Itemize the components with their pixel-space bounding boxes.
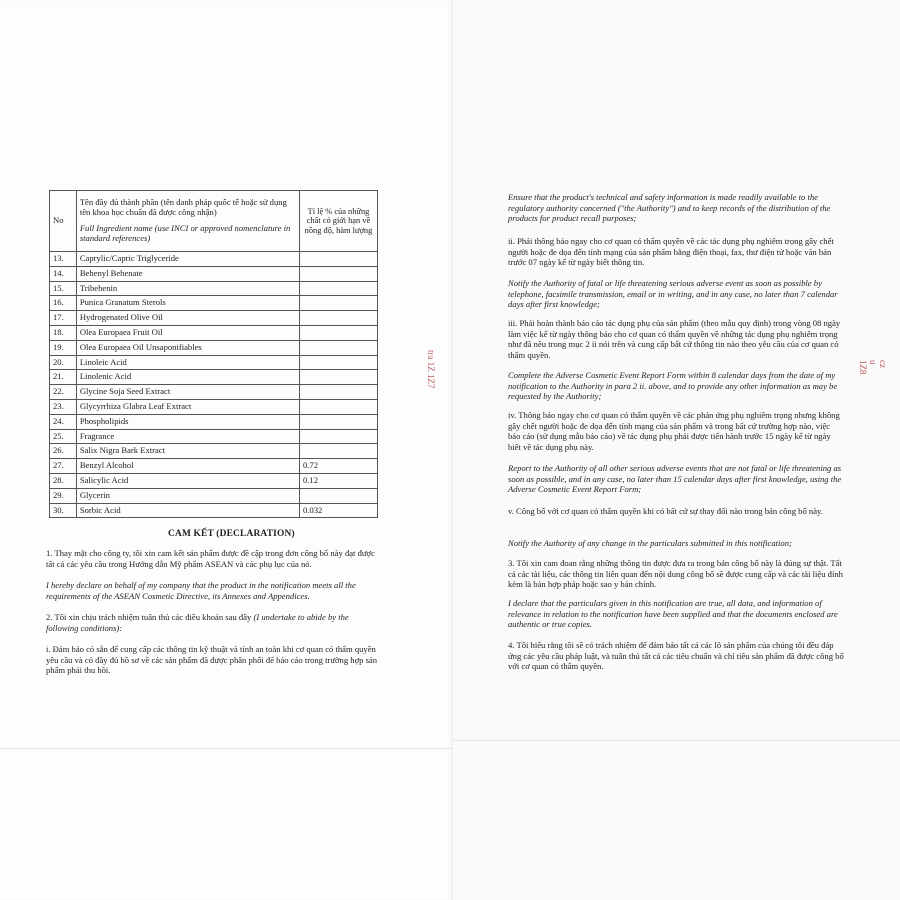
row-percent (299, 266, 377, 281)
row-number: 24. (50, 414, 77, 429)
declaration-p2-en: (I undertake to abide by the following conditions): (46, 612, 349, 633)
row-ingredient-name: Phospholipids (76, 414, 299, 429)
declaration-p1-en: I hereby declare on behalf of my company that the product in the notification meets all the requirements of the ASEAN Cosmetic Directive, its Annexes and Appendices. (46, 580, 356, 601)
row-number: 30. (50, 503, 77, 518)
row-ingredient-name: Olea Europaea Fruit Oil (76, 325, 299, 340)
declaration-p3-vi: i. Đảm bảo có sẵn để cung cấp các thông tin kỹ thuật và tính an toàn khi cơ quan có thẩm quyền yêu cầu và có đầy đủ hồ sơ về các sản phẩm đã được phân phối để báo cáo trong trường hợp sản phẩm phải thu hồi. (46, 644, 378, 676)
row-number: 14. (50, 266, 77, 281)
table-row (50, 355, 378, 370)
row-number: 22. (50, 385, 77, 400)
declaration-p2 (46, 612, 382, 633)
row-ingredient-name: Glycine Soja Seed Extract (76, 385, 299, 400)
row-percent (299, 296, 377, 311)
row-percent (299, 311, 377, 326)
row-percent (299, 385, 377, 400)
row-ingredient-name: Salicylic Acid (76, 473, 299, 488)
table-row (50, 429, 378, 444)
row-percent (299, 281, 377, 296)
table-row (50, 488, 378, 503)
row-ingredient-name: Glycerin (76, 488, 299, 503)
row-ingredient-name: Behenyl Behenate (76, 266, 299, 281)
row-ingredient-name: Fragrance (76, 429, 299, 444)
table-row (50, 459, 378, 474)
row-number: 25. (50, 429, 77, 444)
right-r7-vi: 4. Tôi hiểu rằng tôi sẽ có trách nhiệm để đảm bảo tất cả các lô sản phẩm của chúng tôi đều đáp ứng các yêu cầu pháp luật, và tuân thủ tất cả các tiêu chuẩn và chỉ tiêu sản phẩm đã được công bố với cơ quan có thẩm quyền. (508, 640, 844, 672)
row-number: 18. (50, 325, 77, 340)
row-percent (299, 444, 377, 459)
table-row (50, 370, 378, 385)
right-r4-en: Report to the Authority of all other serious adverse events that are not fatal or life threatening as soon as possible, and in any case, no later than 15 calendar days after first knowledge, using the Adverse Cosmetic Event Report Form; (508, 463, 842, 495)
table-row (50, 296, 378, 311)
left-page-edge (0, 748, 452, 749)
row-number: 28. (50, 473, 77, 488)
row-ingredient-name: Salix Nigra Bark Extract (76, 444, 299, 459)
margin-mark-right: cz u 1Z8 (858, 360, 888, 375)
table-row (50, 473, 378, 488)
table-row (50, 325, 378, 340)
row-percent (299, 355, 377, 370)
table-row (50, 503, 378, 518)
table-row (50, 385, 378, 400)
right-r1-en: Ensure that the product's technical and safety information is made readily available to the regulatory authority concerned ("the Authority") and to keep records of the distribution of the products for product recall purposes; (508, 192, 831, 224)
declaration-p2-vi: 2. Tôi xin chịu trách nhiệm tuân thủ các điều khoản sau đây (46, 612, 252, 622)
table-header-row (50, 191, 378, 252)
header-name-en: Full Ingredient name (use INCI or approved nomenclature in standard references) (79, 223, 291, 243)
row-percent: 0.12 (299, 473, 377, 488)
row-number: 23. (50, 399, 77, 414)
table-row (50, 444, 378, 459)
table-row (50, 252, 378, 267)
row-percent (299, 325, 377, 340)
row-percent (299, 429, 377, 444)
header-no: No (50, 191, 77, 252)
row-ingredient-name: Tribehenin (76, 281, 299, 296)
right-r2-vi: ii. Phải thông báo ngay cho cơ quan có thẩm quyền về các tác dụng phụ nghiêm trọng gây chết người hoặc đe dọa đến tính mạng của sản phẩm bằng điện thoại, fax, thư điện tử hoặc văn bản trước 07 ngày kể từ ngày biết thông tin. (508, 236, 834, 268)
table-row (50, 399, 378, 414)
row-number: 21. (50, 370, 77, 385)
page-fold (452, 0, 453, 900)
header-ingredient-name (76, 191, 299, 252)
row-percent (299, 370, 377, 385)
header-name-vi: Tên đầy đủ thành phần (tên danh pháp quốc tế hoặc sử dụng tên khoa học chuẩn đã được công nhận) (79, 197, 287, 218)
right-r3-vi: iii. Phải hoàn thành báo cáo tác dụng phụ của sản phẩm (theo mẫu quy định) trong vòng 08 ngày làm việc kể từ ngày thông báo cho cơ quan có thẩm quyền về những tác dụng phụ nghiêm trọng như đã nêu trong mục 2 ii nói trên và cung cấp bất cứ thông tin nào theo yêu cầu của cơ quan có thẩm quyền. (508, 318, 841, 360)
row-ingredient-name: Glycyrrhiza Glabra Leaf Extract (76, 399, 299, 414)
table-row (50, 266, 378, 281)
header-percent (299, 191, 377, 252)
row-number: 17. (50, 311, 77, 326)
table-row (50, 311, 378, 326)
table-row (50, 340, 378, 355)
row-number: 13. (50, 252, 77, 267)
row-number: 29. (50, 488, 77, 503)
ingredient-table (49, 190, 378, 518)
row-number: 15. (50, 281, 77, 296)
row-number: 20. (50, 355, 77, 370)
row-percent: 0.032 (299, 503, 377, 518)
row-ingredient-name: Olea Europaea Oil Unsaponifiables (76, 340, 299, 355)
right-r5-vi: v. Công bố với cơ quan có thẩm quyền khi có bất cứ sự thay đổi nào trong bản công bố này. (508, 506, 823, 516)
row-ingredient-name: Sorbic Acid (76, 503, 299, 518)
right-r3-en: Complete the Adverse Cosmetic Event Report Form within 8 calendar days from the date of my notification to the Authority in para 2 ii. above, and to provide any other information as may be requested by the Authority; (508, 370, 838, 402)
row-percent (299, 252, 377, 267)
row-ingredient-name: Linolenic Acid (76, 370, 299, 385)
row-ingredient-name: Punica Granatum Sterols (76, 296, 299, 311)
right-r5-en: Notify the Authority of any change in the particulars submitted in this notification; (508, 538, 792, 548)
row-ingredient-name: Linoleic Acid (76, 355, 299, 370)
row-number: 27. (50, 459, 77, 474)
row-percent (299, 340, 377, 355)
row-percent (299, 399, 377, 414)
declaration-title: CAM KẾT (DECLARATION) (168, 529, 295, 539)
margin-mark-mid: tra 1Z 1Z7 (426, 350, 436, 389)
right-r4-vi: iv. Thông báo ngay cho cơ quan có thẩm quyền về các phản ứng phụ nghiêm trọng nhưng không gây chết người hoặc đe dọa đến tính mạng của sản phẩm và trong bất cứ trường hợp nào, việc báo cáo (sử dụng mẫu báo cáo) về tác dụng phụ phải được tiến hành trước 15 ngày kể từ ngày biết về tác dụng phụ này. (508, 410, 840, 452)
right-r2-en: Notify the Authority of fatal or life threatening serious adverse event as soon as possible by telephone, facsimile transmission, email or in writing, and in any case, no later than 7 calendar days after first knowledge; (508, 278, 838, 310)
right-r6-en: I declare that the particulars given in this notification are true, all data, and information of relevance in relation to the notification have been supplied and that the documents enclosed are authentic or true copies. (508, 598, 838, 630)
declaration-p1-vi: 1. Thay mặt cho công ty, tôi xin cam kết sản phẩm được đề cập trong đơn công bố này đạt được tất cả các yêu cầu trong Hướng dẫn Mỹ phẩm ASEAN và các phụ lục của nó. (46, 548, 375, 569)
row-percent (299, 414, 377, 429)
table-row (50, 414, 378, 429)
right-page-edge (452, 740, 900, 741)
right-r6-vi: 3. Tôi xin cam đoan rằng những thông tin được đưa ra trong bản công bố này là đúng sự thật. Tất cả các tài liệu, các thông tin liên quan đến nội dung công bố sẽ được cung cấp và các tài liệu đính kèm là bản hợp pháp hoặc sao y bản chính. (508, 558, 843, 590)
table-row (50, 281, 378, 296)
header-percent-label: Tỉ lệ % của những chất có giới hạn về nồng độ, hàm lượng (304, 206, 373, 235)
row-ingredient-name: Caprylic/Capric Triglyceride (76, 252, 299, 267)
row-number: 19. (50, 340, 77, 355)
row-ingredient-name: Hydrogenated Olive Oil (76, 311, 299, 326)
row-number: 26. (50, 444, 77, 459)
row-number: 16. (50, 296, 77, 311)
row-percent: 0.72 (299, 459, 377, 474)
row-percent (299, 488, 377, 503)
row-ingredient-name: Benzyl Alcohol (76, 459, 299, 474)
